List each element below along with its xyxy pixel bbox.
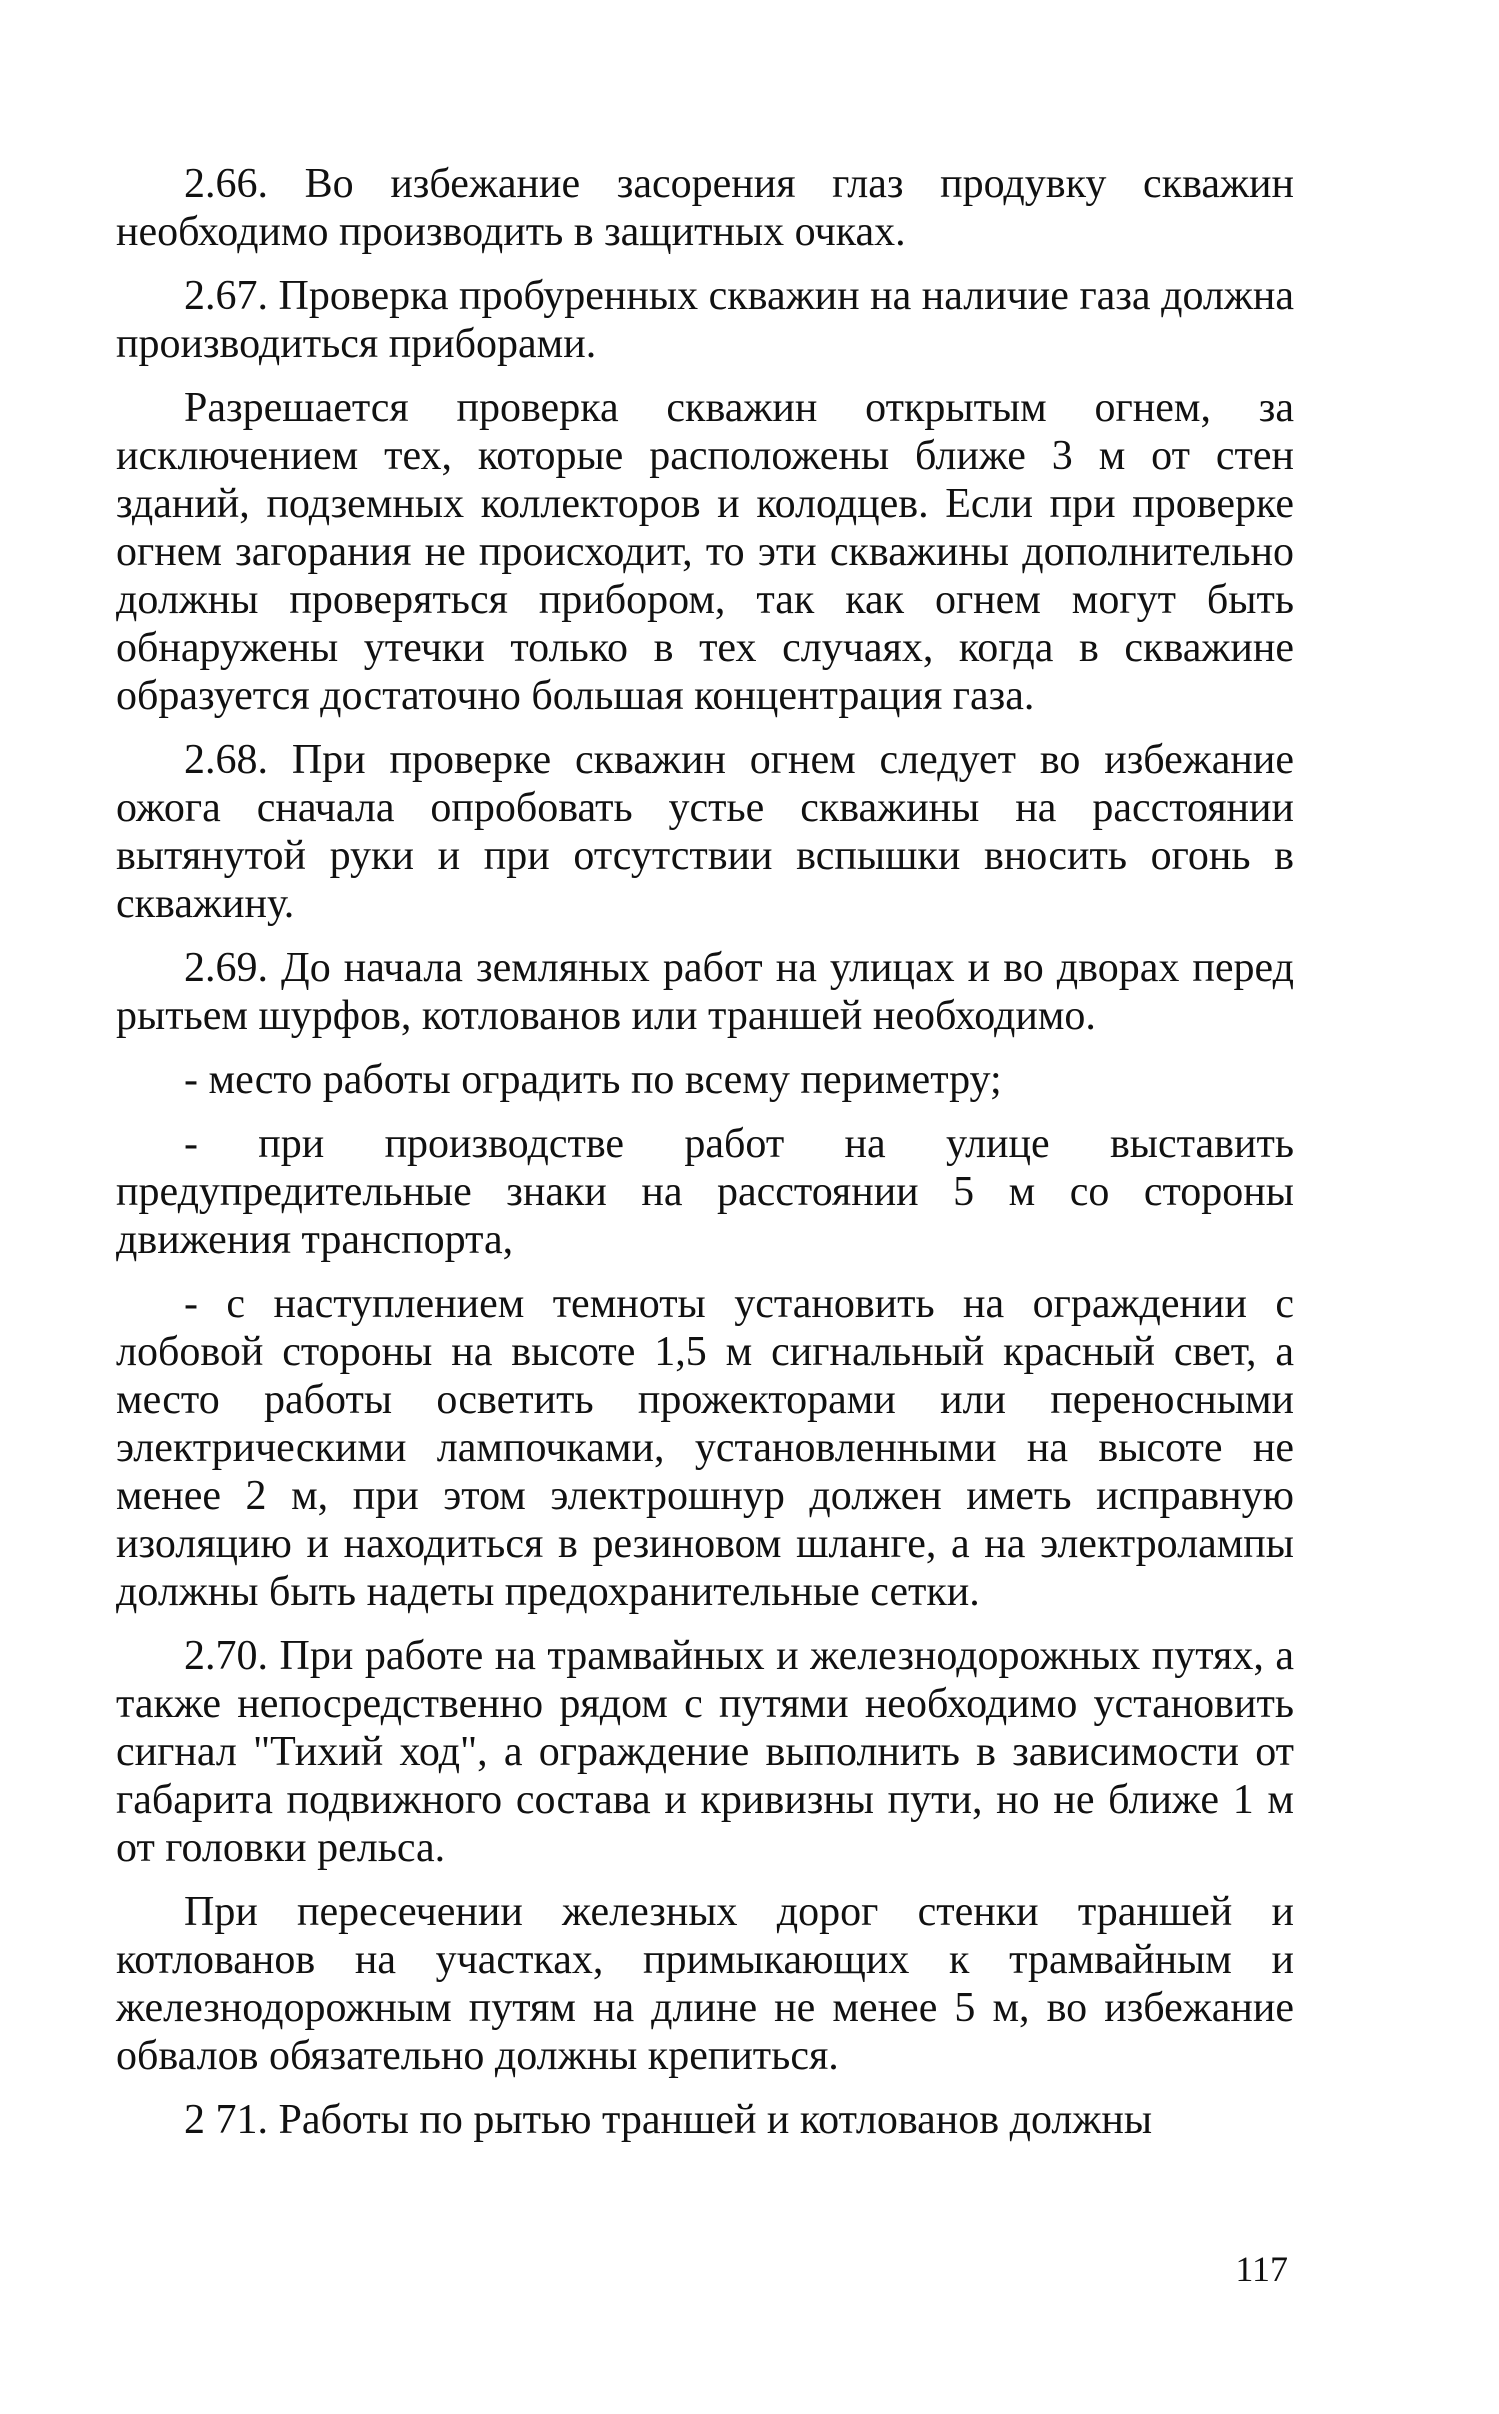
page-number: 117 (1235, 2249, 1288, 2289)
paragraph-2-69: 2.69. До начала земляных работ на улицах и во дворах перед рытьем шурфов, котлованов или траншей необходимо. (116, 945, 1294, 1039)
list-item-night-lighting: - с наступлением темноты установить на ограждении с лобовой стороны на высоте 1,5 м сигнальный красный свет, а место работы осветить прожекторами или переносными электрическими лампочками, установленными на высоте не менее 2 м, при этом электрошнур должен иметь исправную изоляцию и находиться в резиновом шланге, а на электролампы должны быть надеты предохранительные сетки. (116, 1281, 1294, 1615)
paragraph-railway-crossing: При пересечении железных дорог стенки траншей и котлованов на участках, примыкающих к трамвайным и железнодорожным путям на длине не менее 5 м, во избежание обвалов обязательно должны крепиться. (116, 1889, 1294, 2079)
paragraph-2-71: 2 71. Работы по рытью траншей и котлованов должны (184, 2097, 1153, 2143)
paragraph-2-66: 2.66. Во избежание засорения глаз продувку скважин необходимо производить в защитных очках. (116, 161, 1294, 255)
paragraph-2-68: 2.68. При проверке скважин огнем следует во избежание ожога сначала опробовать устье скважины на расстоянии вытянутой руки и при отсутствии вспышки вносить огонь в скважину. (116, 737, 1294, 927)
body-text (116, 160, 1294, 2160)
paragraph-2-70: 2.70. При работе на трамвайных и железнодорожных путях, а также непосредственно рядом с путями необходимо установить сигнал "Тихий ход", а ограждение выполнить в зависимости от габарита подвижного состава и кривизны пути, но не ближе 1 м от головки рельса. (116, 1633, 1294, 1871)
list-item-warning-signs: - при производстве работ на улице выставить предупредительные знаки на расстоянии 5 м со стороны движения транспорта, (116, 1121, 1294, 1263)
paragraph-2-67: 2.67. Проверка пробуренных скважин на наличие газа должна производиться приборами. (116, 273, 1294, 367)
list-item-fence-perimeter: - место работы оградить по всему периметру; (184, 1057, 1002, 1103)
paragraph-open-fire-check: Разрешается проверка скважин открытым огнем, за исключением тех, которые расположены ближе 3 м от стен зданий, подземных коллекторов и колодцев. Если при проверке огнем загорания не происходит, то эти скважины дополнительно должны проверяться прибором, так как огнем могут быть обнаружены утечки только в тех случаях, когда в скважине образуется достаточно большая концентрация газа. (116, 385, 1294, 719)
